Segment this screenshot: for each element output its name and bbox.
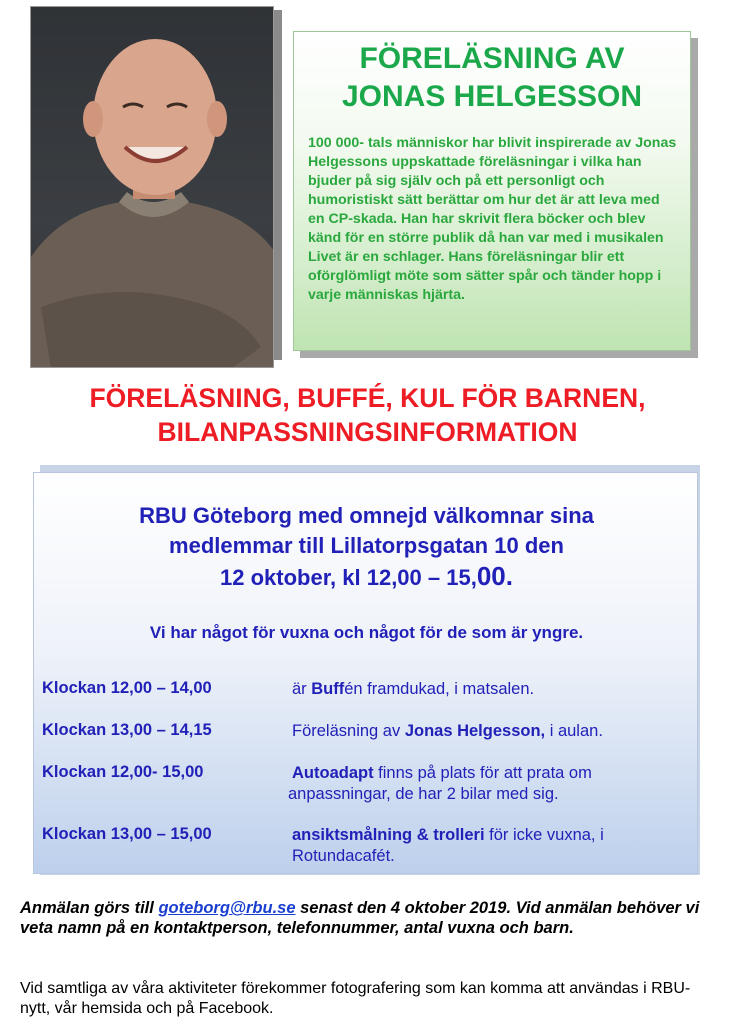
audience-note: Vi har något för vuxna och något för de som är yngre. [149,623,584,642]
photo-notice: Vid samtliga av våra aktiviteter förekommer fotografering som kan komma att användas i RBU-nytt, vår hemsida och på Facebook. [20,980,691,1017]
headline-line2: BILANPASSNINGSINFORMATION [157,417,578,447]
headline-line1: FÖRELÄSNING, BUFFÉ, KUL FÖR BARNEN, [89,383,646,413]
portrait-icon [31,7,274,368]
lecture-title: FÖRELÄSNING AV JONAS HELGESSON [341,42,643,113]
invitation-text: RBU Göteborg med omnejd välkomnar sina medlemmar till Lillatorpsgatan 10 den 12 oktober, kl 12,00 – 15,00. [139,503,594,591]
schedule-time: Klockan 12,00 – 14,00 [42,679,212,697]
lecture-description: 100 000- tals människor har blivit inspirerade av Jonas Helgessons uppskattade föreläsningar i vilka han bjuder på sig själv och på ett personligt och humoristiskt sätt berättar om hur det är att leva med en CP-skada. Han har skrivit flera böcker och blev känd för en större publik då han var med i musikalen Livet är en schlager. Hans föreläsningar blir ett oförglömligt möte som sätter spår och tänder hopp i varje människas hjärta. [308,135,677,303]
schedule-time: Klockan 13,00 – 15,00 [42,825,212,843]
schedule-description: är Buffén framdukad, i matsalen. [292,680,535,698]
schedule-time: Klockan 13,00 – 14,15 [42,721,212,739]
schedule-description: Autoadapt finns på plats för att prata om anpassningar, de har 2 bilar med sig. [288,764,592,803]
schedule-time: Klockan 12,00- 15,00 [42,763,204,781]
event-headline [0,381,735,449]
email-link[interactable]: goteborg@rbu.se [158,899,296,917]
schedule-description: Föreläsning av Jonas Helgesson, i aulan. [292,722,603,740]
lecture-box [293,31,691,351]
registration-info: Anmälan görs till goteborg@rbu.se senast den 4 oktober 2019. Vid anmälan behöver vi veta namn på en kontaktperson, telefonnummer, antal vuxna och barn. [20,899,700,937]
info-box [33,472,698,874]
portrait-photo [30,6,274,368]
schedule-description: ansiktsmålning & trolleri för icke vuxna, i Rotundacafét. [292,826,604,865]
